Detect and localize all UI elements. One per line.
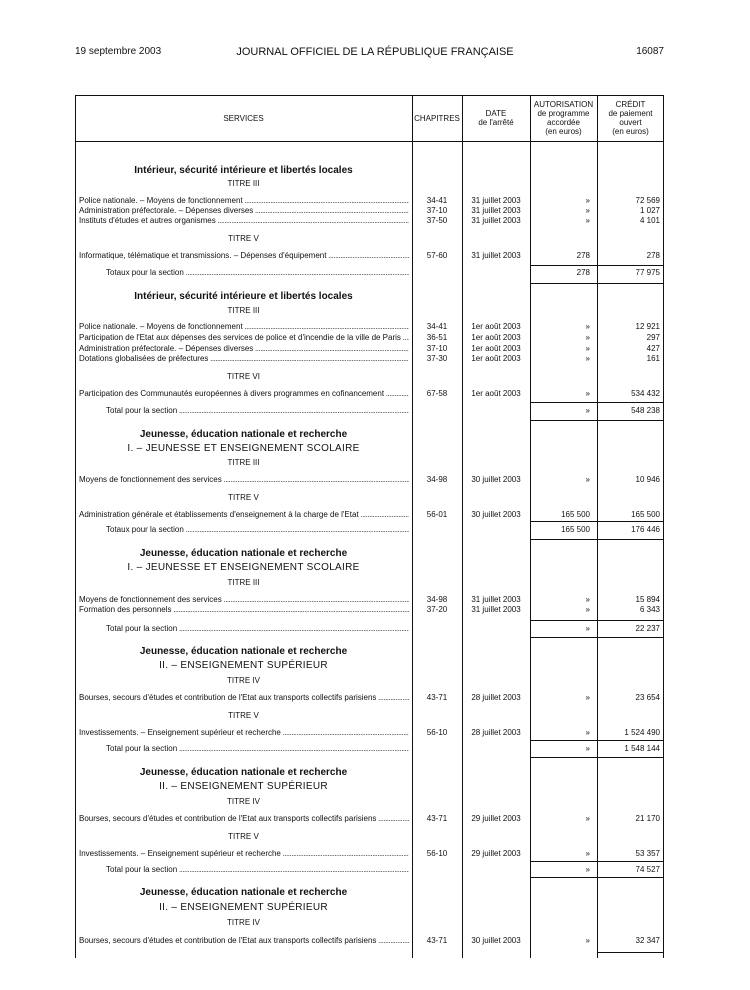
table-row: Formation des personnels ..... 37-20 31 juillet 2003 » 6 343 [0,604,750,615]
header-journal-title: JOURNAL OFFICIEL DE LA RÉPUBLIQUE FRANÇAISE [236,46,514,58]
column-header-services: SERVICES [223,113,264,123]
table-row: Investissements. – Enseignement supérieur et recherche ..... 56-10 28 juillet 2003 » 1 524 490 [0,727,750,738]
total-row: Total pour la section ..... » 74 527 [0,864,750,875]
total-rule [530,757,664,758]
table-row: Bourses, secours d'études et contribution de l'Etat aux transports collectifs parisiens ..... 43-71 30 juillet 2003 » 32 347 [0,935,750,946]
column-header-chapitres: CHAPITRES [414,113,460,123]
table-row: Participation de l'Etat aux dépenses des services de police et d'incendie de la ville de Paris ..... 36-51 1er août 2003 » 297 [0,332,750,343]
table-row: Investissements. – Enseignement supérieur et recherche ..... 56-10 29 juillet 2003 » 53 357 [0,848,750,859]
section-heading: Jeunesse, éducation nationale et recherche [139,548,348,559]
table-row: Administration préfectorale. – Dépenses diverses ..... 37-10 1er août 2003 » 427 [0,343,750,354]
table-row: Administration préfectorale. – Dépenses diverses ..... 37-10 31 juillet 2003 » 1 027 [0,205,750,216]
titre-heading: TITRE III [227,458,260,467]
table-row: Dotations globalisées de préfectures ..... 37-30 1er août 2003 » 161 [0,353,750,364]
subsection-heading: II. – ENSEIGNEMENT SUPÉRIEUR [159,660,328,671]
total-row: Total pour la section ..... » 22 237 [0,623,750,634]
subtotal-rule [530,620,664,621]
section-heading: Jeunesse, éducation nationale et recherche [139,887,348,898]
subtotal-rule [530,265,664,266]
table-row: Moyens de fonctionnement des services ..... 34-98 31 juillet 2003 » 15 894 [0,594,750,605]
titre-heading: TITRE IV [227,918,260,927]
titre-heading: TITRE V [228,711,259,720]
table-row: Instituts d'études et autres organismes ..... 37-50 31 juillet 2003 » 4 101 [0,215,750,226]
subsection-heading: II. – ENSEIGNEMENT SUPÉRIEUR [159,902,328,913]
section-heading: Intérieur, sécurité intérieure et libertés locales [134,165,353,176]
subsection-heading: I. – JEUNESSE ET ENSEIGNEMENT SCOLAIRE [127,562,360,573]
subtotal-rule [530,740,664,741]
titre-heading: TITRE III [227,306,260,315]
table-row: Informatique, télématique et transmissions. – Dépenses d'équipement ..... 57-60 31 juillet 2003 278 278 [0,250,750,261]
total-row: Total pour la section ..... » 1 548 144 [0,743,750,754]
table-row: Participation des Communautés européennes à divers programmes en cofinancement ..... 67-58 1er août 2003 » 534 432 [0,388,750,399]
titre-heading: TITRE V [228,234,259,243]
header-rule [75,141,664,142]
total-row: Total pour la section ..... » 548 238 [0,405,750,416]
titre-heading: TITRE VI [227,372,260,381]
total-row: Totaux pour la section ..... 278 77 975 [0,267,750,278]
section-heading: Jeunesse, éducation nationale et recherche [139,429,348,440]
titre-heading: TITRE IV [227,797,260,806]
total-rule [530,420,664,421]
page-header [0,46,750,60]
table-row: Bourses, secours d'études et contribution de l'Etat aux transports collectifs parisiens ..... 43-71 29 juillet 2003 » 21 170 [0,813,750,824]
column-header-date: DATE de l'arrêté [478,109,514,127]
table-row: Administration générale et établissements d'enseignement à la charge de l'Etat ..... 56-01 30 juillet 2003 165 500 165 500 [0,509,750,520]
titre-heading: TITRE V [228,832,259,841]
titre-heading: TITRE IV [227,676,260,685]
total-rule [530,637,664,638]
subsection-heading: II. – ENSEIGNEMENT SUPÉRIEUR [159,781,328,792]
titre-heading: TITRE III [227,578,260,587]
titre-heading: TITRE V [228,493,259,502]
section-heading: Intérieur, sécurité intérieure et libertés locales [134,291,353,302]
section-heading: Jeunesse, éducation nationale et recherche [139,767,348,778]
section-heading: Jeunesse, éducation nationale et recherche [139,646,348,657]
column-header-credit: CRÉDIT de paiement ouvert (en euros) [608,100,653,136]
subtotal-rule [530,521,664,522]
table-row: Bourses, secours d'études et contribution de l'Etat aux transports collectifs parisiens ..... 43-71 28 juillet 2003 » 23 654 [0,692,750,703]
table-row: Police nationale. – Moyens de fonctionnement ..... 34-41 31 juillet 2003 » 72 569 [0,195,750,206]
total-rule [530,283,664,284]
table-row: Moyens de fonctionnement des services ..... 34-98 30 juillet 2003 » 10 946 [0,474,750,485]
header-page-number: 16087 [636,46,664,57]
total-rule [530,539,664,540]
titre-heading: TITRE III [227,179,260,188]
subsection-heading: I. – JEUNESSE ET ENSEIGNEMENT SCOLAIRE [127,443,360,454]
subtotal-rule [597,952,664,953]
total-rule [530,877,664,878]
total-row: Totaux pour la section ..... 165 500 176 446 [0,524,750,535]
column-header-autorisation: AUTORISATION de programme accordée (en euros) [533,100,594,136]
subtotal-rule [530,861,664,862]
subtotal-rule [530,402,664,403]
header-date: 19 septembre 2003 [75,46,162,57]
table-row: Police nationale. – Moyens de fonctionnement ..... 34-41 1er août 2003 » 12 921 [0,321,750,332]
